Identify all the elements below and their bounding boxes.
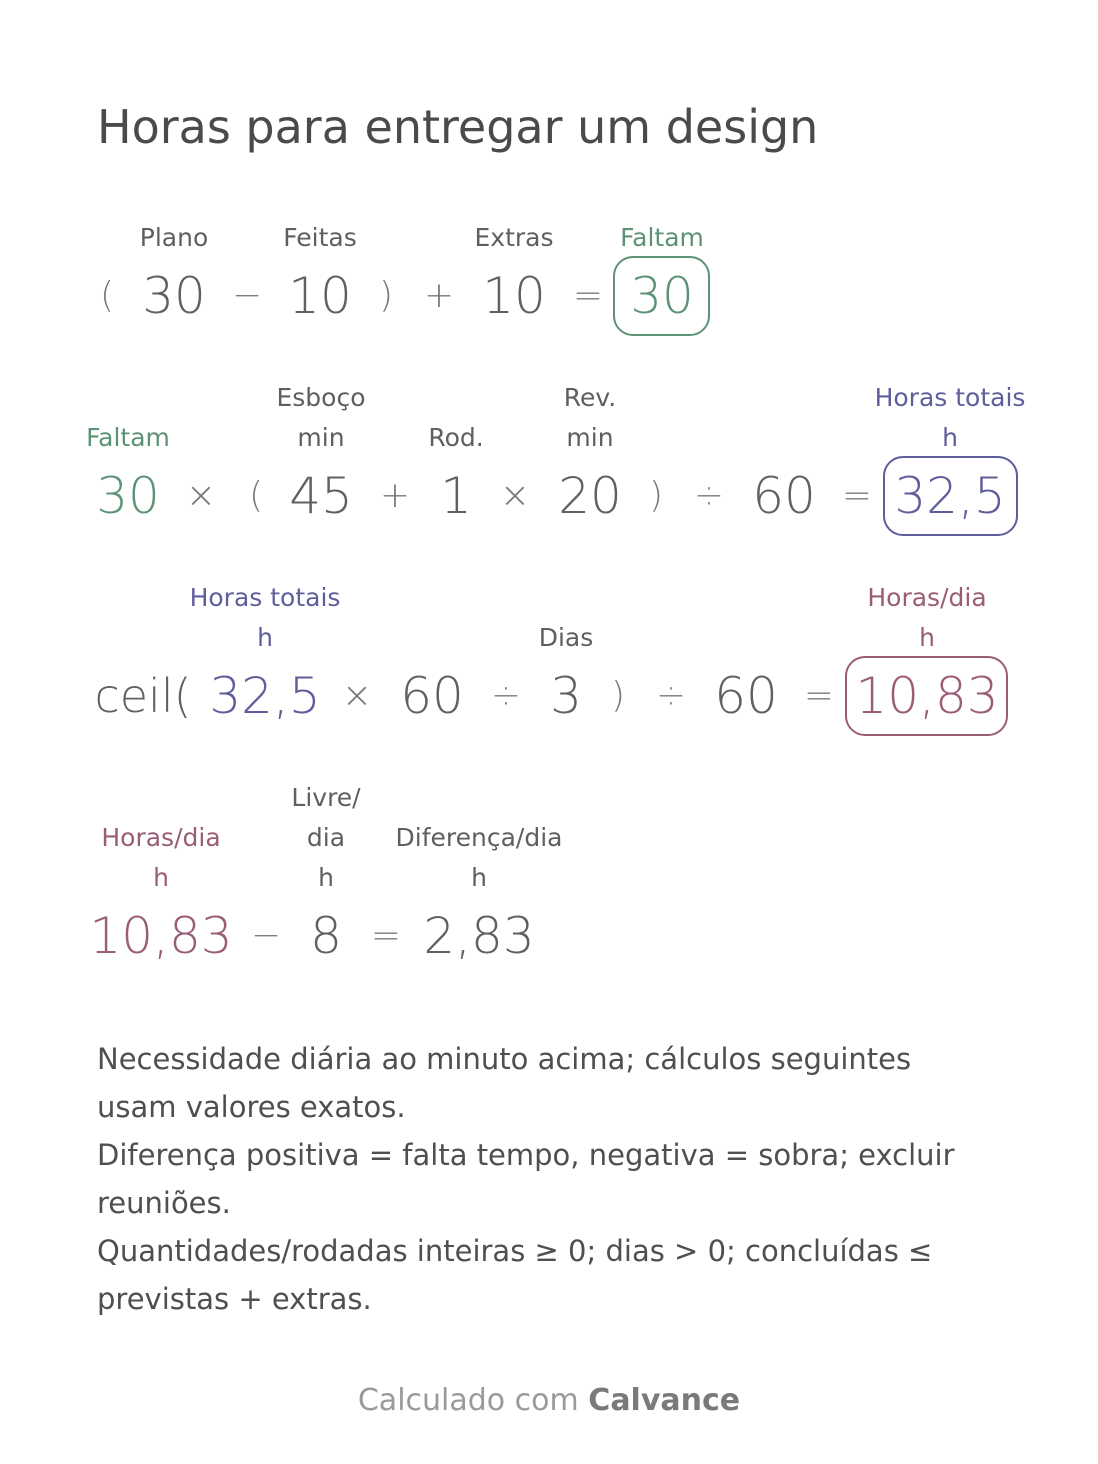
label-rod: Rod. xyxy=(428,423,484,452)
label-diferenca-unit: h xyxy=(471,863,487,892)
label-faltam: Faltam xyxy=(86,423,170,452)
plus-operator: + xyxy=(423,275,455,316)
label-dias: Dias xyxy=(538,623,594,652)
close-paren: ) xyxy=(648,475,664,516)
ceil-function: ceil( xyxy=(94,669,192,723)
value-extras[interactable]: 10 xyxy=(482,267,546,325)
label-livre-unit: h xyxy=(318,863,334,892)
value-horas-dia: 10,83 xyxy=(89,907,233,965)
equals-operator: = xyxy=(803,675,835,716)
label-extras: Extras xyxy=(474,223,554,252)
open-paren: ( xyxy=(99,275,115,316)
divide-operator: ÷ xyxy=(693,475,725,516)
divide-operator: ÷ xyxy=(655,675,687,716)
value-rod[interactable]: 1 xyxy=(440,467,472,525)
plus-operator: + xyxy=(379,475,411,516)
label-diferenca: Diferença/dia xyxy=(395,823,563,852)
label-rev-unit: min xyxy=(566,423,614,452)
times-operator: × xyxy=(341,675,373,716)
label-livre: Livre/ xyxy=(291,783,361,812)
label-horas-totais: Horas totais xyxy=(189,583,341,612)
value-multiplier: 60 xyxy=(400,667,464,725)
minus-operator: − xyxy=(231,275,263,316)
value-rev[interactable]: 20 xyxy=(558,467,622,525)
page-title: Horas para entregar um design xyxy=(97,100,819,154)
label-horas-totais-unit: h xyxy=(942,423,958,452)
label-horas-dia-unit: h xyxy=(919,623,935,652)
label-horas-totais: Horas totais xyxy=(874,383,1026,412)
value-esboco[interactable]: 45 xyxy=(289,467,353,525)
equals-operator: = xyxy=(841,475,873,516)
label-feitas: Feitas xyxy=(283,223,357,252)
note-line: Diferença positiva = falta tempo, negativa = sobra; excluir reuniões. xyxy=(97,1138,955,1220)
label-rev: Rev. xyxy=(563,383,617,412)
close-paren: ) xyxy=(610,675,626,716)
result-horas-dia: 10,83 xyxy=(855,667,999,725)
label-esboco-unit: min xyxy=(297,423,345,452)
notes xyxy=(97,1035,997,1323)
label-livre-dia: dia xyxy=(306,823,346,852)
value-dias[interactable]: 3 xyxy=(550,667,582,725)
footer-prefix: Calculado com xyxy=(357,1383,589,1418)
value-horas-totais: 32,5 xyxy=(209,667,321,725)
label-horas-dia: Horas/dia xyxy=(867,583,987,612)
equals-operator: = xyxy=(572,275,604,316)
label-horas-dia-unit: h xyxy=(153,863,169,892)
label-horas-totais-unit: h xyxy=(257,623,273,652)
label-plano: Plano xyxy=(139,223,209,252)
value-livre[interactable]: 8 xyxy=(310,907,342,965)
label-horas-dia: Horas/dia xyxy=(101,823,221,852)
value-divisor: 60 xyxy=(752,467,816,525)
brand-link[interactable]: Calvance xyxy=(588,1383,741,1418)
minus-operator: − xyxy=(250,915,282,956)
times-operator: × xyxy=(499,475,531,516)
label-faltam: Faltam xyxy=(620,223,704,252)
note-line: Necessidade diária ao minuto acima; cálculos seguintes usam valores exatos. xyxy=(97,1042,912,1124)
note-line: Quantidades/rodadas inteiras ≥ 0; dias > 0; concluídas ≤ previstas + extras. xyxy=(97,1234,933,1316)
equals-operator: = xyxy=(370,915,402,956)
open-paren: ( xyxy=(248,475,264,516)
result-horas-totais: 32,5 xyxy=(894,467,1006,525)
result-faltam: 30 xyxy=(630,267,694,325)
value-divisor: 60 xyxy=(714,667,778,725)
value-plano[interactable]: 30 xyxy=(142,267,206,325)
label-esboco: Esboço xyxy=(276,383,366,412)
value-faltam: 30 xyxy=(96,467,160,525)
times-operator: × xyxy=(185,475,217,516)
value-feitas[interactable]: 10 xyxy=(288,267,352,325)
footer xyxy=(0,1383,1098,1418)
close-paren: ) xyxy=(378,275,394,316)
result-diferenca: 2,83 xyxy=(423,907,535,965)
divide-operator: ÷ xyxy=(490,675,522,716)
